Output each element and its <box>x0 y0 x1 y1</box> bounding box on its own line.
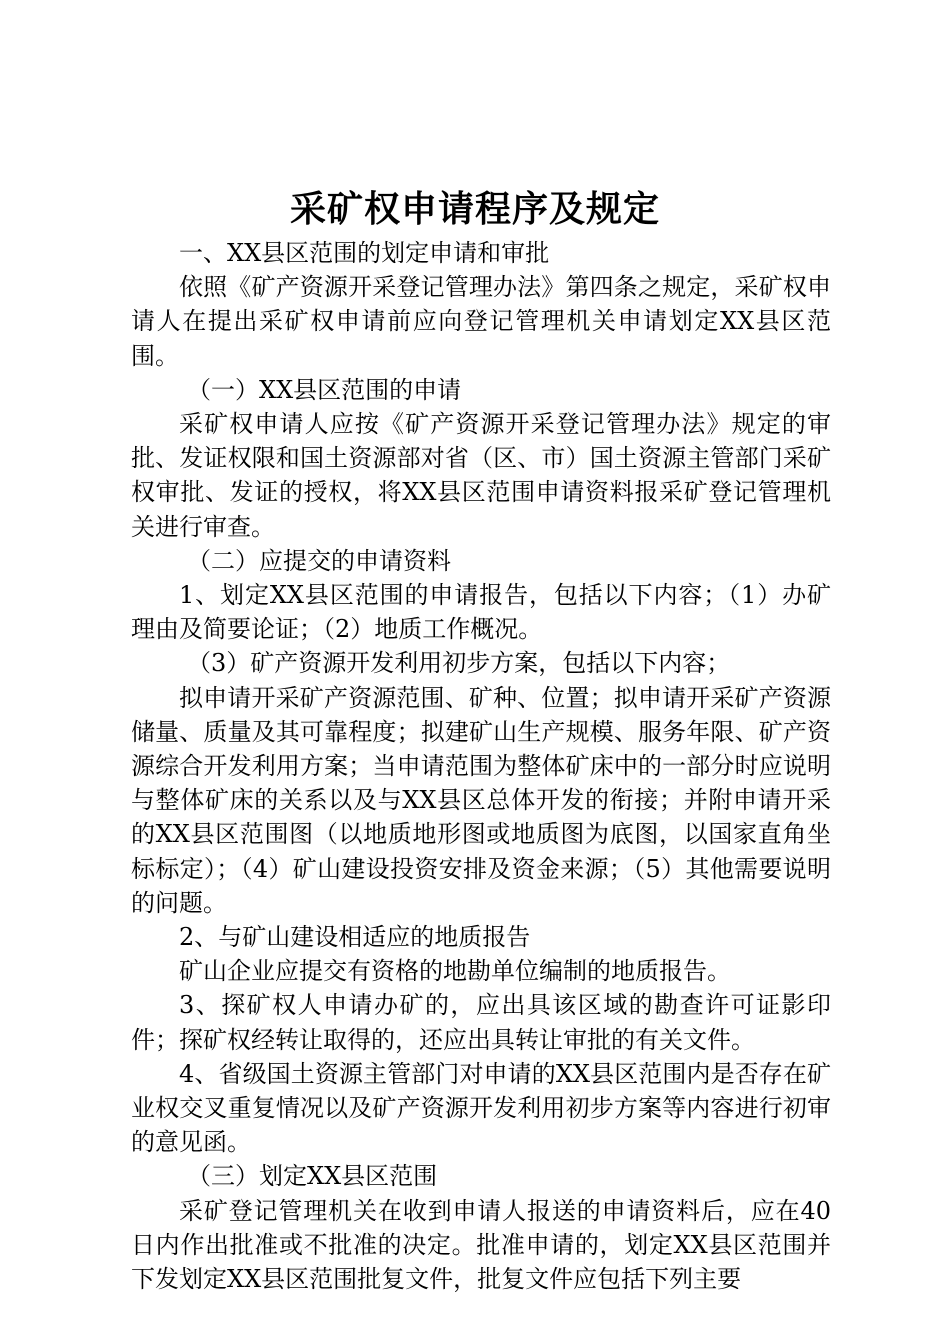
paragraph: （3）矿产资源开发利用初步方案，包括以下内容； <box>187 649 731 678</box>
section-heading-1: 一、XX县区范围的划定申请和审批 <box>179 239 550 267</box>
paragraph: 2、与矿山建设相适应的地质报告 <box>179 923 531 952</box>
paragraph: 3、探矿权人申请办矿的，应出具该区域的勘查许可证影印件；探矿权经转让取得的，还应出具转让审批的有关文件。 <box>131 991 831 1054</box>
paragraph: 矿山企业应提交有资格的地勘单位编制的地质报告。 <box>179 957 731 986</box>
document-body <box>131 236 831 1296</box>
paragraph: 采矿登记管理机关在收到申请人报送的申请资料后，应在40日内作出批准或不批准的决定。批准申请的，划定XX县区范围并下发划定XX县区范围批复文件，批复文件应包括下列主要 <box>131 1196 831 1294</box>
subsection-heading: （二）应提交的申请资料 <box>187 546 451 575</box>
document-title: 采矿权申请程序及规定 <box>289 188 660 230</box>
paragraph: 4、省级国土资源主管部门对申请的XX县区范围内是否存在矿业权交叉重复情况以及矿产资源开发利用初步方案等内容进行初审的意见函。 <box>131 1059 831 1157</box>
paragraph: 依照《矿产资源开采登记管理办法》第四条之规定，采矿权申请人在提出采矿权申请前应向登记管理机关申请划定XX县区范围。 <box>131 273 831 370</box>
paragraph: 采矿权申请人应按《矿产资源开采登记管理办法》规定的审批、发证权限和国土资源部对省（区、市）国土资源主管部门采矿权审批、发证的授权，将XX县区范围申请资料报采矿登记管理机关进行审查。 <box>131 410 831 541</box>
subsection-heading: （三）划定XX县区范围 <box>187 1162 438 1191</box>
subsection-heading: （一）XX县区范围的申请 <box>187 375 462 404</box>
paragraph: 拟申请开采矿产资源范围、矿种、位置；拟申请开采矿产资源储量、质量及其可靠程度；拟建矿山生产规模、服务年限、矿产资源综合开发利用方案；当申请范围为整体矿床中的一部分时应说明与整体矿床的关系以及与XX县区总体开发的衔接；并附申请开采的XX县区范围图（以地质地形图或地质图为底图，以国家直角坐标标定）；（4）矿山建设投资安排及资金来源；（5）其他需要说明的问题。 <box>131 683 831 917</box>
paragraph: 1、划定XX县区范围的申请报告，包括以下内容；（1）办矿理由及简要论证；（2）地质工作概况。 <box>131 581 831 644</box>
